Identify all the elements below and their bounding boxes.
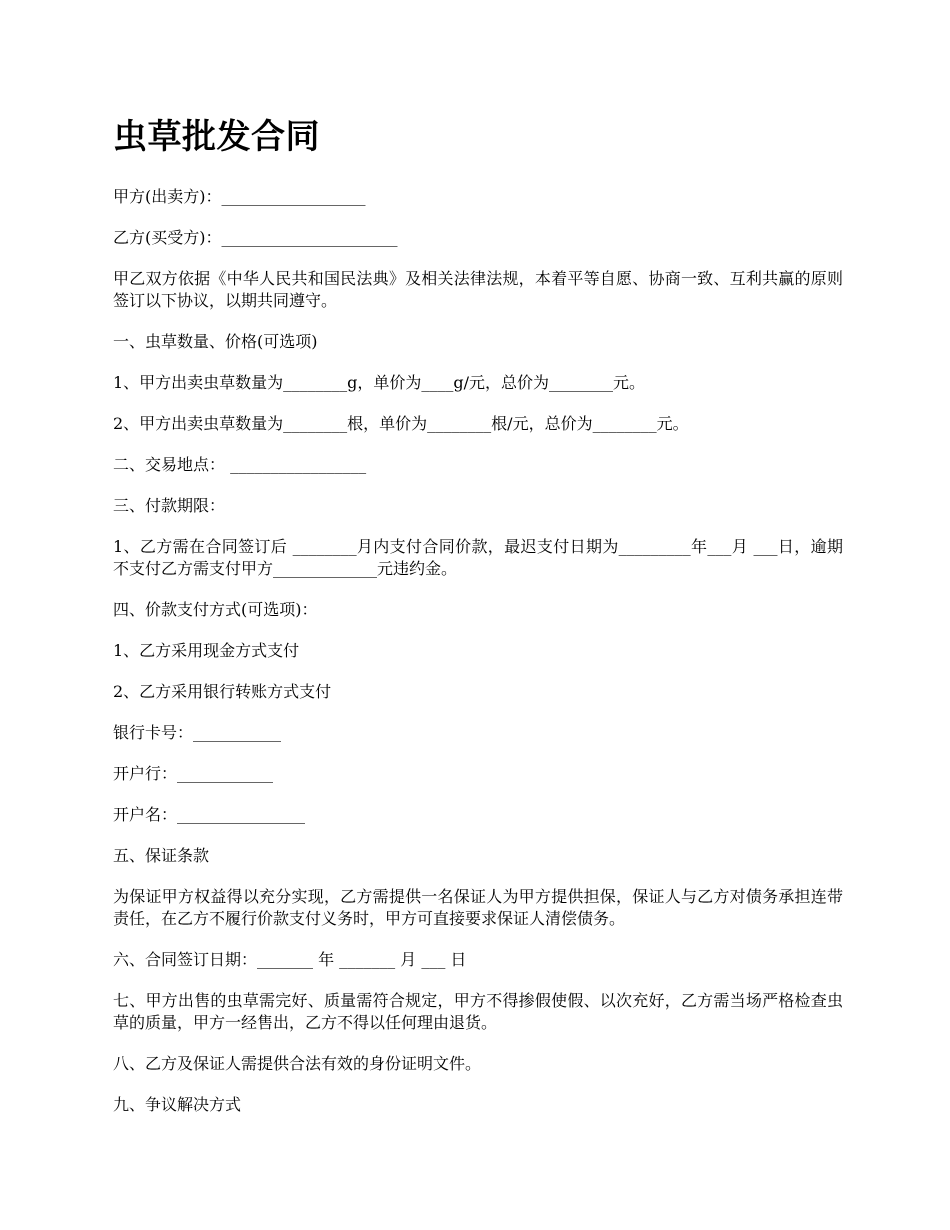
section-id-documents: 八、乙方及保证人需提供合法有效的身份证明文件。 xyxy=(113,1054,482,1073)
section-heading-dispute-resolution: 九、争议解决方式 xyxy=(113,1095,242,1114)
party-b-line: 乙方(买受方)：______________________ xyxy=(113,228,398,247)
bank-branch-line: 开户行：____________ xyxy=(113,764,274,783)
section-heading-quantity-price: 一、虫草数量、价格(可选项) xyxy=(113,332,318,351)
section-signing-date: 六、合同签订日期：_______ 年 _______ 月 ___ 日 xyxy=(113,950,467,969)
clause-cash-payment: 1、乙方采用现金方式支付 xyxy=(113,641,300,660)
preamble-paragraph: 甲乙双方依据《中华人民共和国民法典》及相关法律法规，本着平等自愿、协商一致、互利共赢的原则签订以下协议，以期共同遵守。 xyxy=(113,269,843,310)
section-heading-guarantee: 五、保证条款 xyxy=(113,846,210,865)
clause-bank-transfer: 2、乙方采用银行转账方式支付 xyxy=(113,682,332,701)
clause-quantity-pieces: 2、甲方出卖虫草数量为________根，单价为________根/元，总价为________元。 xyxy=(113,414,689,433)
document-body xyxy=(113,112,843,1135)
bank-card-number-line: 银行卡号：___________ xyxy=(113,723,282,742)
clause-quantity-grams: 1、甲方出卖虫草数量为________g，单价为____g/元，总价为________元。 xyxy=(113,373,646,392)
section-quality-clause: 七、甲方出售的虫草需完好、质量需符合规定，甲方不得掺假使假、以次充好，乙方需当场严格检查虫草的质量，甲方一经售出，乙方不得以任何理由退货。 xyxy=(113,991,843,1032)
document-title: 虫草批发合同 xyxy=(113,117,320,157)
party-a-line: 甲方(出卖方)：__________________ xyxy=(113,187,366,206)
account-name-line: 开户名：________________ xyxy=(113,805,306,824)
section-heading-payment-term: 三、付款期限： xyxy=(113,496,226,515)
section-heading-trade-location: 二、交易地点： _________________ xyxy=(113,455,367,474)
clause-payment-deadline: 1、乙方需在合同签订后 ________月内支付合同价款，最迟支付日期为_________年___月 ___日，逾期不支付乙方需支付甲方_____________元违约金。 xyxy=(113,537,843,578)
section-heading-payment-method: 四、价款支付方式(可选项)： xyxy=(113,600,318,619)
clause-guarantee: 为保证甲方权益得以充分实现，乙方需提供一名保证人为甲方提供担保，保证人与乙方对债务承担连带责任，在乙方不履行价款支付义务时，甲方可直接要求保证人清偿债务。 xyxy=(113,887,843,928)
